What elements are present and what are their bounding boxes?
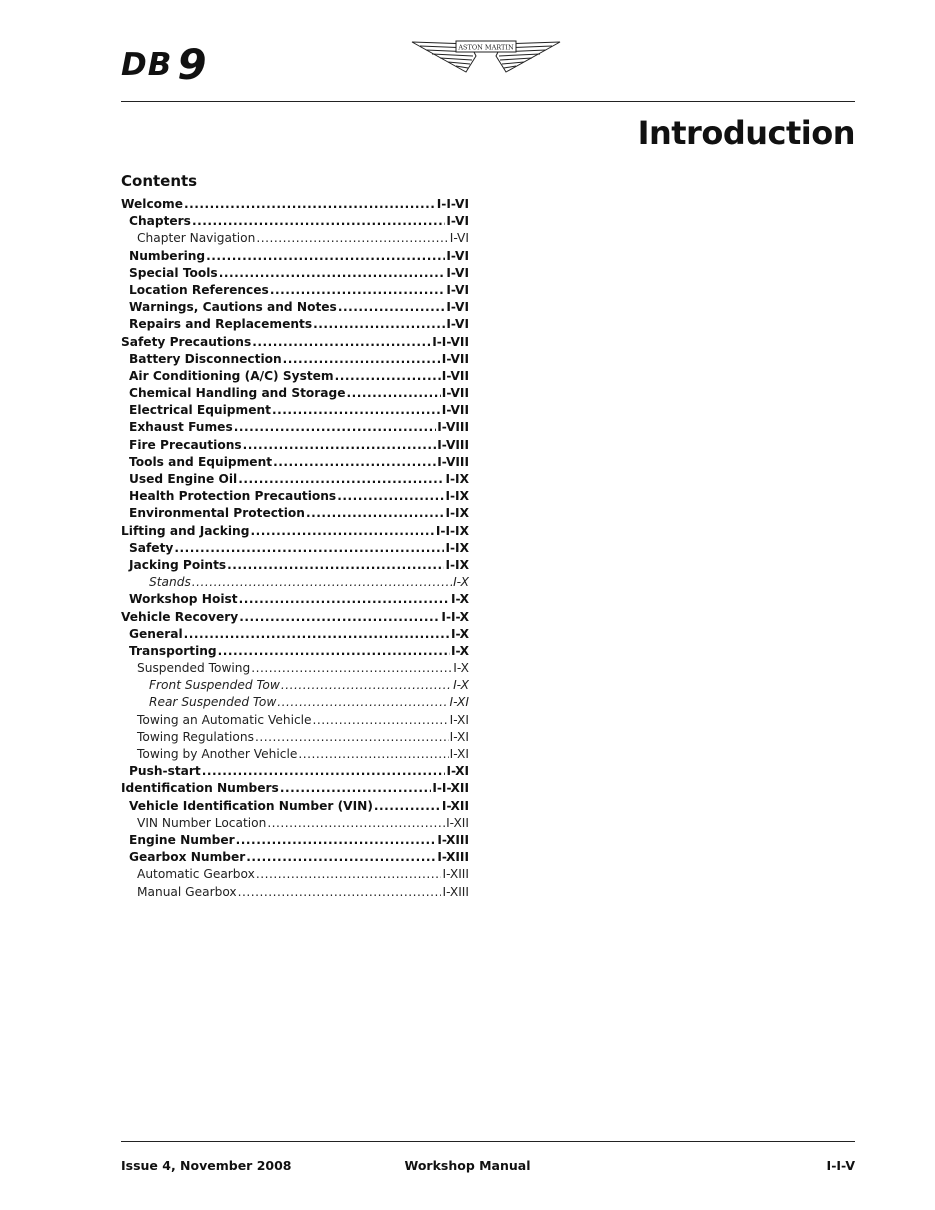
toc-entry-label: Gearbox Number	[129, 850, 246, 865]
toc-leader-dots	[280, 780, 432, 797]
toc-entry[interactable]	[121, 626, 469, 643]
toc-entry-page: I-I-X	[441, 609, 469, 624]
toc-entry-label: Environmental Protection	[129, 506, 305, 521]
toc-entry-label: Location References	[129, 282, 269, 297]
toc-entry-label: Warnings, Cautions and Notes	[129, 300, 337, 315]
toc-leader-dots	[234, 419, 437, 436]
toc-leader-dots	[238, 471, 444, 488]
toc-entry-page: I-VI	[446, 300, 469, 315]
toc-entry-label: Safety	[129, 540, 174, 555]
toc-entry-label: Battery Disconnection	[129, 351, 282, 366]
header-rule	[121, 101, 855, 102]
toc-entry[interactable]	[121, 746, 469, 763]
toc-entry-page: I-XIII	[437, 850, 469, 865]
toc-leader-dots	[239, 609, 440, 626]
toc-entry-label: Engine Number	[129, 832, 235, 847]
toc-entry-label: Manual Gearbox	[137, 884, 237, 899]
toc-leader-dots	[298, 746, 448, 763]
toc-entry[interactable]	[121, 437, 469, 454]
toc-entry-page: I-VII	[441, 403, 469, 418]
toc-leader-dots	[246, 849, 436, 866]
toc-entry-page: I-I-IX	[435, 523, 469, 538]
toc-leader-dots	[338, 299, 446, 316]
toc-entry[interactable]	[121, 694, 469, 711]
toc-entry[interactable]	[121, 832, 469, 849]
toc-leader-dots	[273, 454, 436, 471]
toc-entry[interactable]	[121, 540, 469, 557]
toc-leader-dots	[184, 626, 450, 643]
toc-entry-page: I-VI	[446, 265, 469, 280]
toc-entry-page: I-XI	[449, 747, 469, 761]
toc-leader-dots	[272, 402, 441, 419]
toc-entry-label: Vehicle Identification Number (VIN)	[129, 798, 373, 813]
toc-entry-label: Push-start	[129, 764, 201, 779]
toc-leader-dots	[219, 265, 446, 282]
toc-entry[interactable]	[121, 351, 469, 368]
toc-entry-label: Safety Precautions	[121, 334, 252, 349]
toc-entry-label: VIN Number Location	[137, 815, 267, 830]
toc-heading: Contents	[121, 172, 198, 190]
toc-entry-page: I-VIII	[437, 420, 469, 435]
toc-entry[interactable]	[121, 471, 469, 488]
toc-leader-dots	[238, 884, 442, 901]
toc-entry-label: Automatic Gearbox	[137, 867, 255, 882]
toc-entry-label: General	[129, 626, 183, 641]
toc-entry[interactable]	[121, 230, 469, 247]
footer-issue: Issue 4, November 2008	[121, 1158, 292, 1173]
toc-leader-dots	[184, 196, 436, 213]
toc-entry[interactable]	[121, 712, 469, 729]
brand-badge-text: ASTON MARTIN	[458, 43, 514, 52]
toc-leader-dots	[250, 523, 434, 540]
toc-entry-page: I-X	[453, 661, 469, 676]
toc-entry[interactable]	[121, 609, 469, 626]
toc-entry[interactable]	[121, 884, 469, 901]
toc-leader-dots	[256, 230, 448, 247]
toc-leader-dots	[347, 385, 441, 402]
table-of-contents	[121, 196, 469, 901]
toc-leader-dots	[313, 316, 445, 333]
toc-entry-label: Towing by Another Vehicle	[137, 747, 298, 761]
toc-entry-label: Air Conditioning (A/C) System	[129, 368, 334, 383]
toc-entry-page: I-X	[451, 643, 469, 658]
toc-entry-label: Towing Regulations	[137, 729, 254, 744]
toc-leader-dots	[174, 540, 444, 557]
toc-entry[interactable]	[121, 557, 469, 574]
toc-entry-page: I-X	[451, 626, 469, 641]
toc-leader-dots	[270, 282, 446, 299]
toc-leader-dots	[236, 832, 437, 849]
toc-entry-page: I-VIII	[437, 454, 469, 469]
toc-entry[interactable]	[121, 368, 469, 385]
toc-entry[interactable]	[121, 385, 469, 402]
toc-entry-label: Welcome	[121, 197, 184, 211]
logo-db-text: DB	[121, 47, 173, 83]
toc-entry-page: I-XII	[441, 798, 469, 813]
toc-entry-label: Identification Numbers	[121, 781, 279, 796]
toc-entry-page: I-XIII	[442, 884, 469, 899]
toc-entry-page: I-I-VI	[436, 197, 469, 211]
toc-entry-page: I-X	[453, 575, 469, 590]
toc-entry[interactable]	[121, 265, 469, 282]
toc-entry[interactable]	[121, 316, 469, 333]
toc-entry-label: Chemical Handling and Storage	[129, 386, 346, 401]
toc-entry-label: Jacking Points	[129, 557, 227, 572]
toc-entry-label: Tools and Equipment	[129, 454, 273, 469]
toc-entry-label: Suspended Towing	[137, 661, 251, 676]
toc-entry[interactable]	[121, 454, 469, 471]
toc-entry-label: Fire Precautions	[129, 437, 242, 452]
toc-entry-page: I-VI	[446, 214, 469, 229]
toc-entry[interactable]	[121, 660, 469, 677]
toc-entry-page: I-IX	[445, 489, 469, 504]
toc-leader-dots	[202, 763, 446, 780]
toc-entry-label: Special Tools	[129, 265, 218, 280]
footer-rule	[121, 1141, 855, 1142]
toc-entry-label: Exhaust Fumes	[129, 420, 233, 435]
toc-entry-page: I-IX	[445, 506, 469, 521]
toc-entry-label: Front Suspended Tow	[149, 678, 280, 693]
toc-entry[interactable]	[121, 763, 469, 780]
toc-entry-page: I-VII	[441, 386, 469, 401]
toc-leader-dots	[267, 815, 445, 832]
toc-entry-page: I-VI	[446, 282, 469, 297]
toc-entry[interactable]	[121, 213, 469, 230]
toc-entry[interactable]	[121, 196, 469, 213]
toc-entry[interactable]	[121, 402, 469, 419]
toc-entry-label: Towing an Automatic Vehicle	[137, 712, 312, 727]
toc-entry-label: Electrical Equipment	[129, 403, 271, 418]
toc-entry[interactable]	[121, 780, 469, 797]
footer-page-number: I-I-V	[826, 1158, 855, 1173]
toc-entry-page: I-XII	[446, 815, 469, 830]
toc-leader-dots	[283, 351, 441, 368]
toc-leader-dots	[256, 866, 442, 883]
toc-leader-dots	[337, 488, 444, 505]
toc-entry-label: Workshop Hoist	[129, 592, 238, 607]
toc-entry-page: I-XIII	[437, 832, 469, 847]
toc-entry[interactable]	[121, 798, 469, 815]
toc-entry-label: Stands	[149, 575, 191, 590]
toc-entry[interactable]	[121, 815, 469, 832]
toc-entry-page: I-XI	[446, 764, 469, 779]
db9-logo	[121, 36, 208, 89]
toc-entry[interactable]	[121, 248, 469, 265]
toc-entry[interactable]	[121, 849, 469, 866]
toc-entry-page: I-XI	[449, 712, 469, 727]
toc-entry[interactable]	[121, 591, 469, 608]
footer-manual-title: Workshop Manual	[404, 1158, 531, 1173]
toc-leader-dots	[192, 213, 445, 230]
toc-leader-dots	[313, 712, 449, 729]
page-title: Introduction	[637, 114, 855, 152]
toc-entry-page: I-IX	[445, 557, 469, 572]
toc-entry-page: I-VIII	[437, 437, 469, 452]
toc-entry[interactable]	[121, 488, 469, 505]
logo-nine-text: 9	[177, 40, 208, 89]
toc-leader-dots	[227, 557, 444, 574]
toc-entry-page: I-IX	[445, 540, 469, 555]
toc-leader-dots	[281, 677, 452, 694]
toc-entry-page: I-X	[453, 678, 469, 693]
toc-entry[interactable]	[121, 505, 469, 522]
toc-entry[interactable]	[121, 677, 469, 694]
toc-entry-label: Vehicle Recovery	[121, 609, 239, 624]
toc-entry[interactable]	[121, 419, 469, 436]
toc-entry-label: Lifting and Jacking	[121, 523, 250, 538]
toc-leader-dots	[243, 437, 437, 454]
toc-entry[interactable]	[121, 523, 469, 540]
toc-entry[interactable]	[121, 866, 469, 883]
toc-entry-page: I-VI	[449, 231, 469, 246]
toc-entry-label: Chapter Navigation	[137, 231, 256, 246]
aston-martin-wings-logo	[410, 38, 562, 78]
toc-leader-dots	[206, 248, 445, 265]
toc-entry-label: Repairs and Replacements	[129, 317, 313, 332]
toc-entry[interactable]	[121, 574, 469, 591]
toc-entry-page: I-XI	[449, 695, 469, 710]
toc-entry-page: I-VI	[446, 248, 469, 263]
toc-entry[interactable]	[121, 643, 469, 660]
toc-entry[interactable]	[121, 729, 469, 746]
toc-entry-label: Rear Suspended Tow	[149, 695, 277, 710]
toc-entry-page: I-X	[451, 592, 469, 607]
toc-leader-dots	[251, 660, 452, 677]
toc-entry-page: I-VII	[441, 351, 469, 366]
toc-entry-label: Chapters	[129, 214, 191, 229]
toc-leader-dots	[252, 334, 431, 351]
toc-entry-page: I-I-VII	[432, 334, 469, 349]
toc-entry-label: Numbering	[129, 248, 206, 263]
toc-entry-page: I-XIII	[442, 867, 469, 882]
toc-entry-page: I-I-XII	[432, 781, 469, 796]
toc-leader-dots	[306, 505, 444, 522]
toc-entry[interactable]	[121, 299, 469, 316]
toc-entry-page: I-VI	[446, 317, 469, 332]
toc-entry-page: I-XI	[449, 729, 469, 744]
toc-leader-dots	[335, 368, 441, 385]
toc-entry-label: Health Protection Precautions	[129, 489, 337, 504]
toc-leader-dots	[239, 591, 450, 608]
toc-entry[interactable]	[121, 334, 469, 351]
toc-leader-dots	[218, 643, 450, 660]
toc-entry-page: I-IX	[445, 472, 469, 486]
toc-entry-label: Used Engine Oil	[129, 472, 238, 486]
toc-entry-page: I-VII	[441, 368, 469, 383]
toc-leader-dots	[255, 729, 449, 746]
toc-leader-dots	[374, 798, 441, 815]
toc-leader-dots	[277, 694, 448, 711]
toc-entry-label: Transporting	[129, 643, 217, 658]
toc-entry[interactable]	[121, 282, 469, 299]
toc-leader-dots	[192, 574, 452, 591]
